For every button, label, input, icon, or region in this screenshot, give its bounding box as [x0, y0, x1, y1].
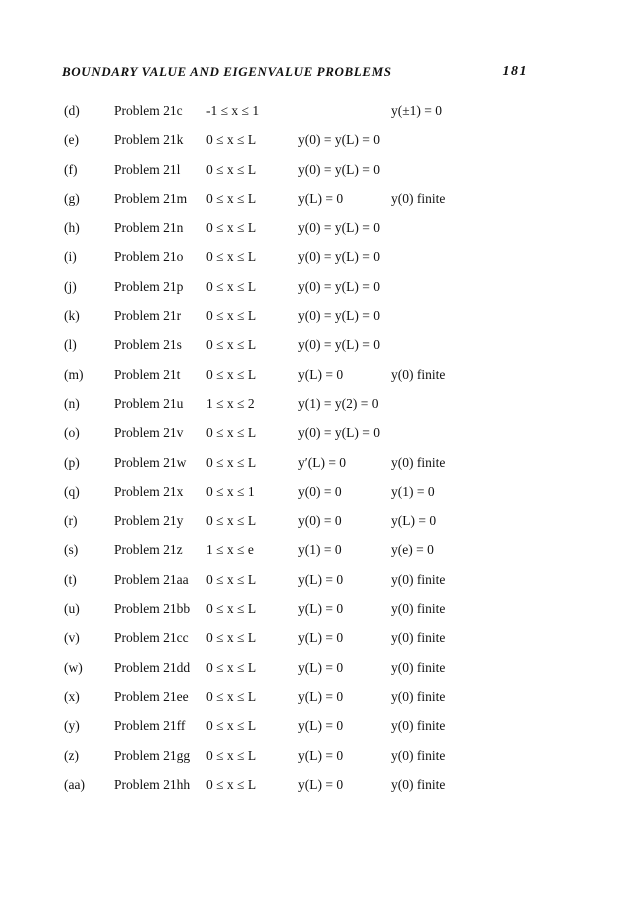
domain-interval: 1 ≤ x ≤ e	[206, 542, 254, 558]
problem-table	[0, 103, 638, 806]
row-letter: (n)	[64, 395, 80, 411]
domain-interval: 0 ≤ x ≤ L	[206, 718, 257, 734]
table-row	[0, 249, 638, 278]
boundary-condition-1: y(0) = y(L) = 0	[298, 249, 380, 265]
problem-reference: Problem 21c	[114, 103, 183, 118]
row-letter: (q)	[64, 483, 80, 499]
domain-interval: 0 ≤ x ≤ L	[206, 601, 257, 617]
boundary-condition-2: y(0) finite	[391, 688, 446, 704]
row-letter: (t)	[64, 571, 77, 587]
table-row	[0, 162, 638, 191]
row-letter: (aa)	[64, 776, 85, 792]
boundary-condition-1: y(L) = 0	[298, 776, 344, 792]
problem-reference: Problem 21x	[114, 483, 184, 499]
table-row	[0, 132, 638, 161]
boundary-condition-1: y(0) = y(L) = 0	[298, 337, 380, 353]
row-letter: (l)	[64, 337, 77, 353]
table-row	[0, 572, 638, 601]
problem-reference: Problem 21aa	[114, 571, 189, 587]
boundary-condition-1: y(L) = 0	[298, 571, 344, 587]
table-row	[0, 513, 638, 542]
boundary-condition-2: y(0) finite	[391, 776, 446, 792]
row-letter: (u)	[64, 601, 80, 617]
domain-interval: 0 ≤ x ≤ L	[206, 513, 257, 529]
problem-reference: Problem 21y	[114, 513, 184, 529]
boundary-condition-2: y(0) finite	[391, 601, 446, 617]
table-row	[0, 103, 638, 132]
boundary-condition-2: y(0) finite	[391, 659, 446, 675]
boundary-condition-1: y(0) = y(L) = 0	[298, 132, 380, 148]
boundary-condition-1: y(1) = 0	[298, 542, 342, 558]
table-row	[0, 455, 638, 484]
domain-interval: 0 ≤ x ≤ 1	[206, 483, 255, 499]
row-letter: (f)	[64, 161, 78, 177]
problem-reference: Problem 21s	[114, 337, 182, 353]
boundary-condition-2: y(0) finite	[391, 571, 446, 587]
boundary-condition-1: y(0) = 0	[298, 483, 342, 499]
boundary-condition-2: y(0) finite	[391, 718, 446, 734]
row-letter: (s)	[64, 542, 79, 558]
table-row	[0, 630, 638, 659]
table-row	[0, 308, 638, 337]
problem-reference: Problem 21u	[114, 395, 184, 411]
row-letter: (w)	[64, 659, 83, 675]
domain-interval: 0 ≤ x ≤ L	[206, 659, 257, 675]
problem-reference: Problem 21l	[114, 161, 181, 177]
row-letter: (p)	[64, 454, 80, 470]
domain-interval: 0 ≤ x ≤ L	[206, 278, 257, 294]
table-row	[0, 425, 638, 454]
row-letter: (g)	[64, 190, 80, 206]
problem-reference: Problem 21hh	[114, 776, 191, 792]
table-row	[0, 396, 638, 425]
boundary-condition-1: y(0) = y(L) = 0	[298, 425, 380, 441]
boundary-condition-1: y(L) = 0	[298, 190, 344, 206]
domain-interval: 0 ≤ x ≤ L	[206, 132, 257, 148]
table-row	[0, 542, 638, 571]
row-letter: (r)	[64, 513, 78, 529]
boundary-condition-1: y(1) = y(2) = 0	[298, 395, 379, 411]
table-row	[0, 279, 638, 308]
table-row	[0, 777, 638, 806]
problem-reference: Problem 21k	[114, 132, 184, 148]
domain-interval: 0 ≤ x ≤ L	[206, 688, 257, 704]
problem-reference: Problem 21ee	[114, 688, 189, 704]
domain-interval: 0 ≤ x ≤ L	[206, 571, 257, 587]
problem-reference: Problem 21dd	[114, 659, 191, 675]
boundary-condition-2: y(e) = 0	[391, 542, 434, 558]
boundary-condition-2: y(±1) = 0	[391, 103, 443, 118]
domain-interval: 0 ≤ x ≤ L	[206, 161, 257, 177]
problem-reference: Problem 21z	[114, 542, 183, 558]
boundary-condition-1: y(L) = 0	[298, 688, 344, 704]
domain-interval: 0 ≤ x ≤ L	[206, 190, 257, 206]
boundary-condition-1: y(L) = 0	[298, 747, 344, 763]
running-head-title: BOUNDARY VALUE AND EIGENVALUE PROBLEMS	[62, 64, 392, 79]
row-letter: (i)	[64, 249, 77, 265]
domain-interval: 0 ≤ x ≤ L	[206, 747, 257, 763]
problem-reference: Problem 21t	[114, 366, 181, 382]
boundary-condition-2: y(0) finite	[391, 454, 446, 470]
row-letter: (j)	[64, 278, 77, 294]
boundary-condition-2: y(0) finite	[391, 747, 446, 763]
table-row	[0, 718, 638, 747]
domain-interval: 0 ≤ x ≤ L	[206, 630, 257, 646]
page-number: 181	[502, 64, 528, 79]
domain-interval: 0 ≤ x ≤ L	[206, 308, 257, 324]
domain-interval: 0 ≤ x ≤ L	[206, 366, 257, 382]
domain-interval: 0 ≤ x ≤ L	[206, 425, 257, 441]
domain-interval: 1 ≤ x ≤ 2	[206, 395, 255, 411]
problem-reference: Problem 21cc	[114, 630, 189, 646]
problem-reference: Problem 21w	[114, 454, 187, 470]
boundary-condition-1: y(0) = y(L) = 0	[298, 278, 380, 294]
problem-reference: Problem 21r	[114, 308, 182, 324]
boundary-condition-1: y(L) = 0	[298, 718, 344, 734]
table-row	[0, 337, 638, 366]
boundary-condition-1: y(0) = 0	[298, 513, 342, 529]
row-letter: (z)	[64, 747, 79, 763]
row-letter: (o)	[64, 425, 80, 441]
row-letter: (y)	[64, 718, 80, 734]
table-row	[0, 220, 638, 249]
problem-reference: Problem 21ff	[114, 718, 186, 734]
boundary-condition-2: y(0) finite	[391, 630, 446, 646]
boundary-condition-1: y(0) = y(L) = 0	[298, 161, 380, 177]
row-letter: (d)	[64, 103, 80, 118]
table-row	[0, 660, 638, 689]
domain-interval: 0 ≤ x ≤ L	[206, 220, 257, 236]
boundary-condition-2: y(0) finite	[391, 190, 446, 206]
problem-reference: Problem 21n	[114, 220, 184, 236]
table-row	[0, 191, 638, 220]
boundary-condition-1: y(L) = 0	[298, 630, 344, 646]
problem-reference: Problem 21p	[114, 278, 184, 294]
boundary-condition-1: y(L) = 0	[298, 659, 344, 675]
table-row	[0, 484, 638, 513]
table-row	[0, 601, 638, 630]
boundary-condition-2: y(1) = 0	[391, 483, 435, 499]
problem-reference: Problem 21m	[114, 190, 188, 206]
domain-interval: -1 ≤ x ≤ 1	[206, 103, 260, 118]
problem-reference: Problem 21v	[114, 425, 184, 441]
problem-reference: Problem 21o	[114, 249, 184, 265]
domain-interval: 0 ≤ x ≤ L	[206, 249, 257, 265]
boundary-condition-2: y(0) finite	[391, 366, 446, 382]
boundary-condition-1: y(L) = 0	[298, 366, 344, 382]
table-row	[0, 689, 638, 718]
problem-reference: Problem 21bb	[114, 601, 191, 617]
problem-reference: Problem 21gg	[114, 747, 191, 763]
boundary-condition-1: y(L) = 0	[298, 601, 344, 617]
row-letter: (k)	[64, 308, 80, 324]
domain-interval: 0 ≤ x ≤ L	[206, 337, 257, 353]
boundary-condition-1: y(0) = y(L) = 0	[298, 220, 380, 236]
boundary-condition-1: y(0) = y(L) = 0	[298, 308, 380, 324]
domain-interval: 0 ≤ x ≤ L	[206, 776, 257, 792]
boundary-condition-2: y(L) = 0	[391, 513, 437, 529]
row-letter: (h)	[64, 220, 80, 236]
table-row	[0, 367, 638, 396]
row-letter: (m)	[64, 366, 84, 382]
row-letter: (e)	[64, 132, 79, 148]
boundary-condition-1: y′(L) = 0	[298, 454, 347, 470]
row-letter: (v)	[64, 630, 80, 646]
domain-interval: 0 ≤ x ≤ L	[206, 454, 257, 470]
row-letter: (x)	[64, 688, 80, 704]
table-row	[0, 748, 638, 777]
